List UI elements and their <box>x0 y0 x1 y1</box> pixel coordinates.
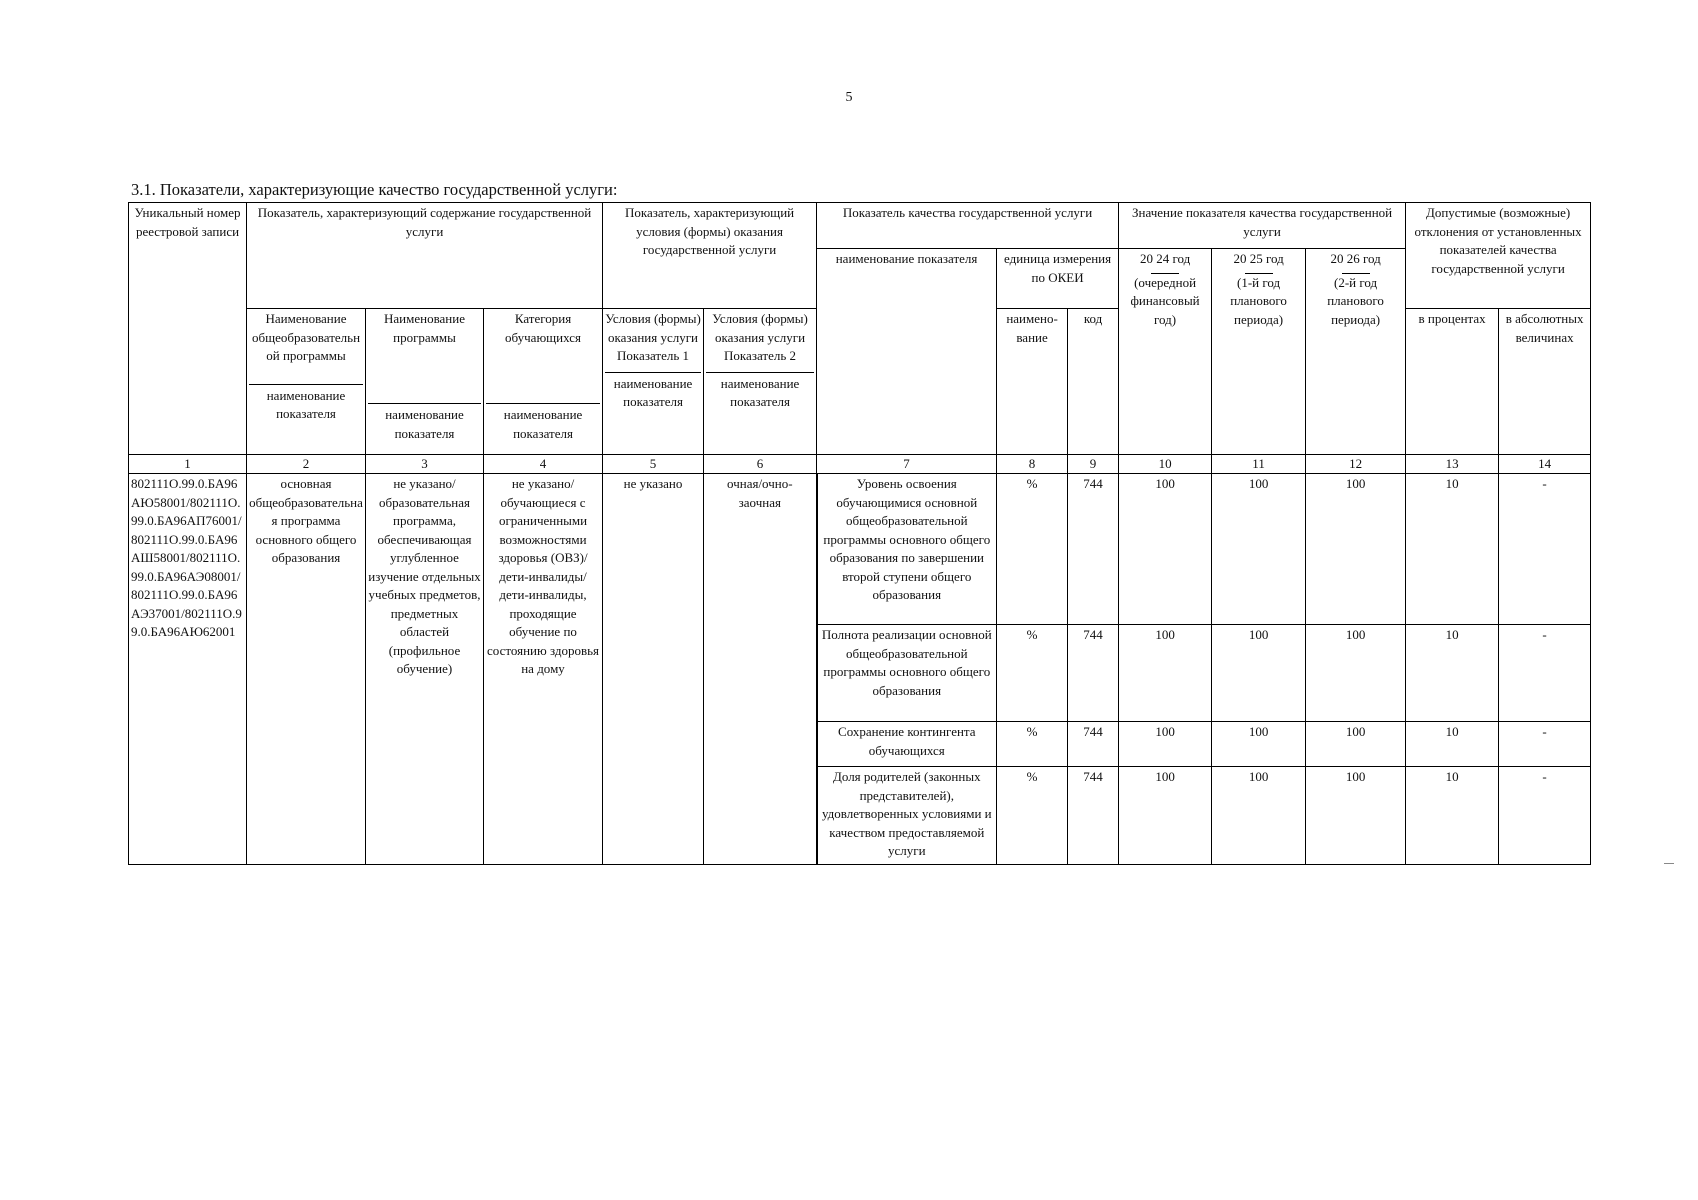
program-name-title: Наименование программы <box>384 311 465 345</box>
year-2026-sub: (2-й год планового периода) <box>1327 274 1384 327</box>
percent-cell: 10 <box>1406 474 1499 625</box>
year-2026-label: 20 26 год <box>1330 251 1381 266</box>
absolute-cell: - <box>1499 474 1591 625</box>
header-value-group: Значение показателя качества государственной услуги <box>1119 203 1406 249</box>
condition-2-cell: очная/очно-заочная <box>704 474 817 865</box>
column-number: 2 <box>247 455 366 474</box>
header-year-2025 <box>1212 249 1306 455</box>
header-conditions-group: Показатель, характеризующий условия (формы) оказания государственной услуги <box>603 203 817 309</box>
header-year-2026 <box>1306 249 1406 455</box>
student-category-sub: наименование показателя <box>486 403 600 443</box>
header-indicator-name: наименование показателя <box>817 249 997 455</box>
condition-1-title: Условия (формы) оказания услуги Показатель 1 <box>605 311 701 363</box>
column-number: 9 <box>1068 455 1119 474</box>
column-number: 11 <box>1212 455 1306 474</box>
value-2024-cell: 100 <box>1119 474 1212 625</box>
column-number: 4 <box>484 455 603 474</box>
header-unit-code: код <box>1068 309 1119 455</box>
unit-cell: % <box>997 722 1068 767</box>
header-registry-number: Уникальный номер реестровой записи <box>129 203 247 455</box>
value-2026-cell: 100 <box>1306 625 1406 722</box>
student-category-cell: не указано/ обучающиеся с ограниченными возможностями здоровья (ОВЗ)/ дети-инвалиды/дети-инвалиды, проходящие обучение по состоянию здоровья на дому <box>484 474 603 865</box>
condition-2-title: Условия (формы) оказания услуги Показатель 2 <box>712 311 808 363</box>
edu-program-cell: основная общеобразовательная программа основного общего образования <box>247 474 366 865</box>
table-row <box>129 474 1591 625</box>
column-number: 8 <box>997 455 1068 474</box>
condition-2-sub: наименование показателя <box>706 372 814 412</box>
column-number-row <box>129 455 1591 474</box>
column-number: 14 <box>1499 455 1591 474</box>
header-year-2024 <box>1119 249 1212 455</box>
code-cell: 744 <box>1068 767 1119 865</box>
value-2024-cell: 100 <box>1119 767 1212 865</box>
edu-program-sub: наименование показателя <box>249 384 363 424</box>
program-type-cell: не указано/ образовательная программа, обеспечивающая углубленное изучение отдельных учебных предметов, предметных областей (профильное обучение) <box>366 474 484 865</box>
unit-cell: % <box>997 767 1068 865</box>
column-number: 5 <box>603 455 704 474</box>
header-quality-group: Показатель качества государственной услуги <box>817 203 1119 249</box>
quality-indicators-table <box>128 202 1591 865</box>
header-percent: в процентах <box>1406 309 1499 455</box>
header-absolute: в абсолютных величинах <box>1499 309 1591 455</box>
column-number: 1 <box>129 455 247 474</box>
year-2024-sub: (очередной финансовый год) <box>1130 274 1200 327</box>
value-2024-cell: 100 <box>1119 625 1212 722</box>
condition-1-sub: наименование показателя <box>605 372 701 412</box>
column-number: 12 <box>1306 455 1406 474</box>
indicator-name-cell: Полнота реализации основной общеобразовательной программы основного общего образования <box>817 625 997 722</box>
student-category-title: Категория обучающихся <box>505 311 581 345</box>
registry-number-cell: 802111О.99.0.БА96АЮ58001/802111О.99.0.БА96АП76001/802111О.99.0.БА96АШ58001/802111О.99.0.БА96АЭ08001/802111О.99.0.БА96АЭ37001/802111О.99.0.БА96АЮ62001 <box>129 474 247 865</box>
header-unit-okei: единица измерения по ОКЕИ <box>997 249 1119 309</box>
condition-1-cell: не указано <box>603 474 704 865</box>
page-number: 5 <box>845 90 853 105</box>
header-program-name <box>366 309 484 455</box>
year-2025-sub: (1-й год планового периода) <box>1230 274 1287 327</box>
header-condition-1 <box>603 309 704 455</box>
column-number: 10 <box>1119 455 1212 474</box>
unit-cell: % <box>997 625 1068 722</box>
year-2024-label: 20 24 год <box>1139 251 1191 266</box>
percent-cell: 10 <box>1406 722 1499 767</box>
column-number: 13 <box>1406 455 1499 474</box>
value-2026-cell: 100 <box>1306 474 1406 625</box>
value-2026-cell: 100 <box>1306 767 1406 865</box>
indicator-name-cell: Уровень освоения обучающимися основной общеобразовательной программы основного общего образования по завершении второй ступени общего образования <box>817 474 997 625</box>
header-student-category <box>484 309 603 455</box>
code-cell: 744 <box>1068 722 1119 767</box>
value-2025-cell: 100 <box>1212 474 1306 625</box>
header-edu-program <box>247 309 366 455</box>
header-unit-name: наимено-вание <box>997 309 1068 455</box>
column-number: 7 <box>817 455 997 474</box>
value-2024-cell: 100 <box>1119 722 1212 767</box>
value-2026-cell: 100 <box>1306 722 1406 767</box>
code-cell: 744 <box>1068 625 1119 722</box>
year-2025-label: 20 25 год <box>1233 251 1284 266</box>
column-number: 6 <box>704 455 817 474</box>
header-content-group: Показатель, характеризующий содержание государственной услуги <box>247 203 603 309</box>
absolute-cell: - <box>1499 722 1591 767</box>
indicator-name-cell: Доля родителей (законных представителей), удовлетворенных условиями и качеством предоставляемой услуги <box>817 767 997 865</box>
absolute-cell: - <box>1499 767 1591 865</box>
code-cell: 744 <box>1068 474 1119 625</box>
percent-cell: 10 <box>1406 767 1499 865</box>
header-deviation-group: Допустимые (возможные) отклонения от установленных показателей качества государственной услуги <box>1406 203 1591 309</box>
value-2025-cell: 100 <box>1212 625 1306 722</box>
program-name-sub: наименование показателя <box>368 403 481 443</box>
header-row-1 <box>129 203 1591 249</box>
column-number: 3 <box>366 455 484 474</box>
edu-program-title: Наименование общеобразовательной программы <box>251 311 361 363</box>
indicator-name-cell: Сохранение контингента обучающихся <box>817 722 997 767</box>
absolute-cell: - <box>1499 625 1591 722</box>
value-2025-cell: 100 <box>1212 767 1306 865</box>
header-condition-2 <box>704 309 817 455</box>
scan-mark <box>1664 863 1674 864</box>
section-title: 3.1. Показатели, характеризующие качество государственной услуги: <box>131 180 618 199</box>
value-2025-cell: 100 <box>1212 722 1306 767</box>
unit-cell: % <box>997 474 1068 625</box>
percent-cell: 10 <box>1406 625 1499 722</box>
